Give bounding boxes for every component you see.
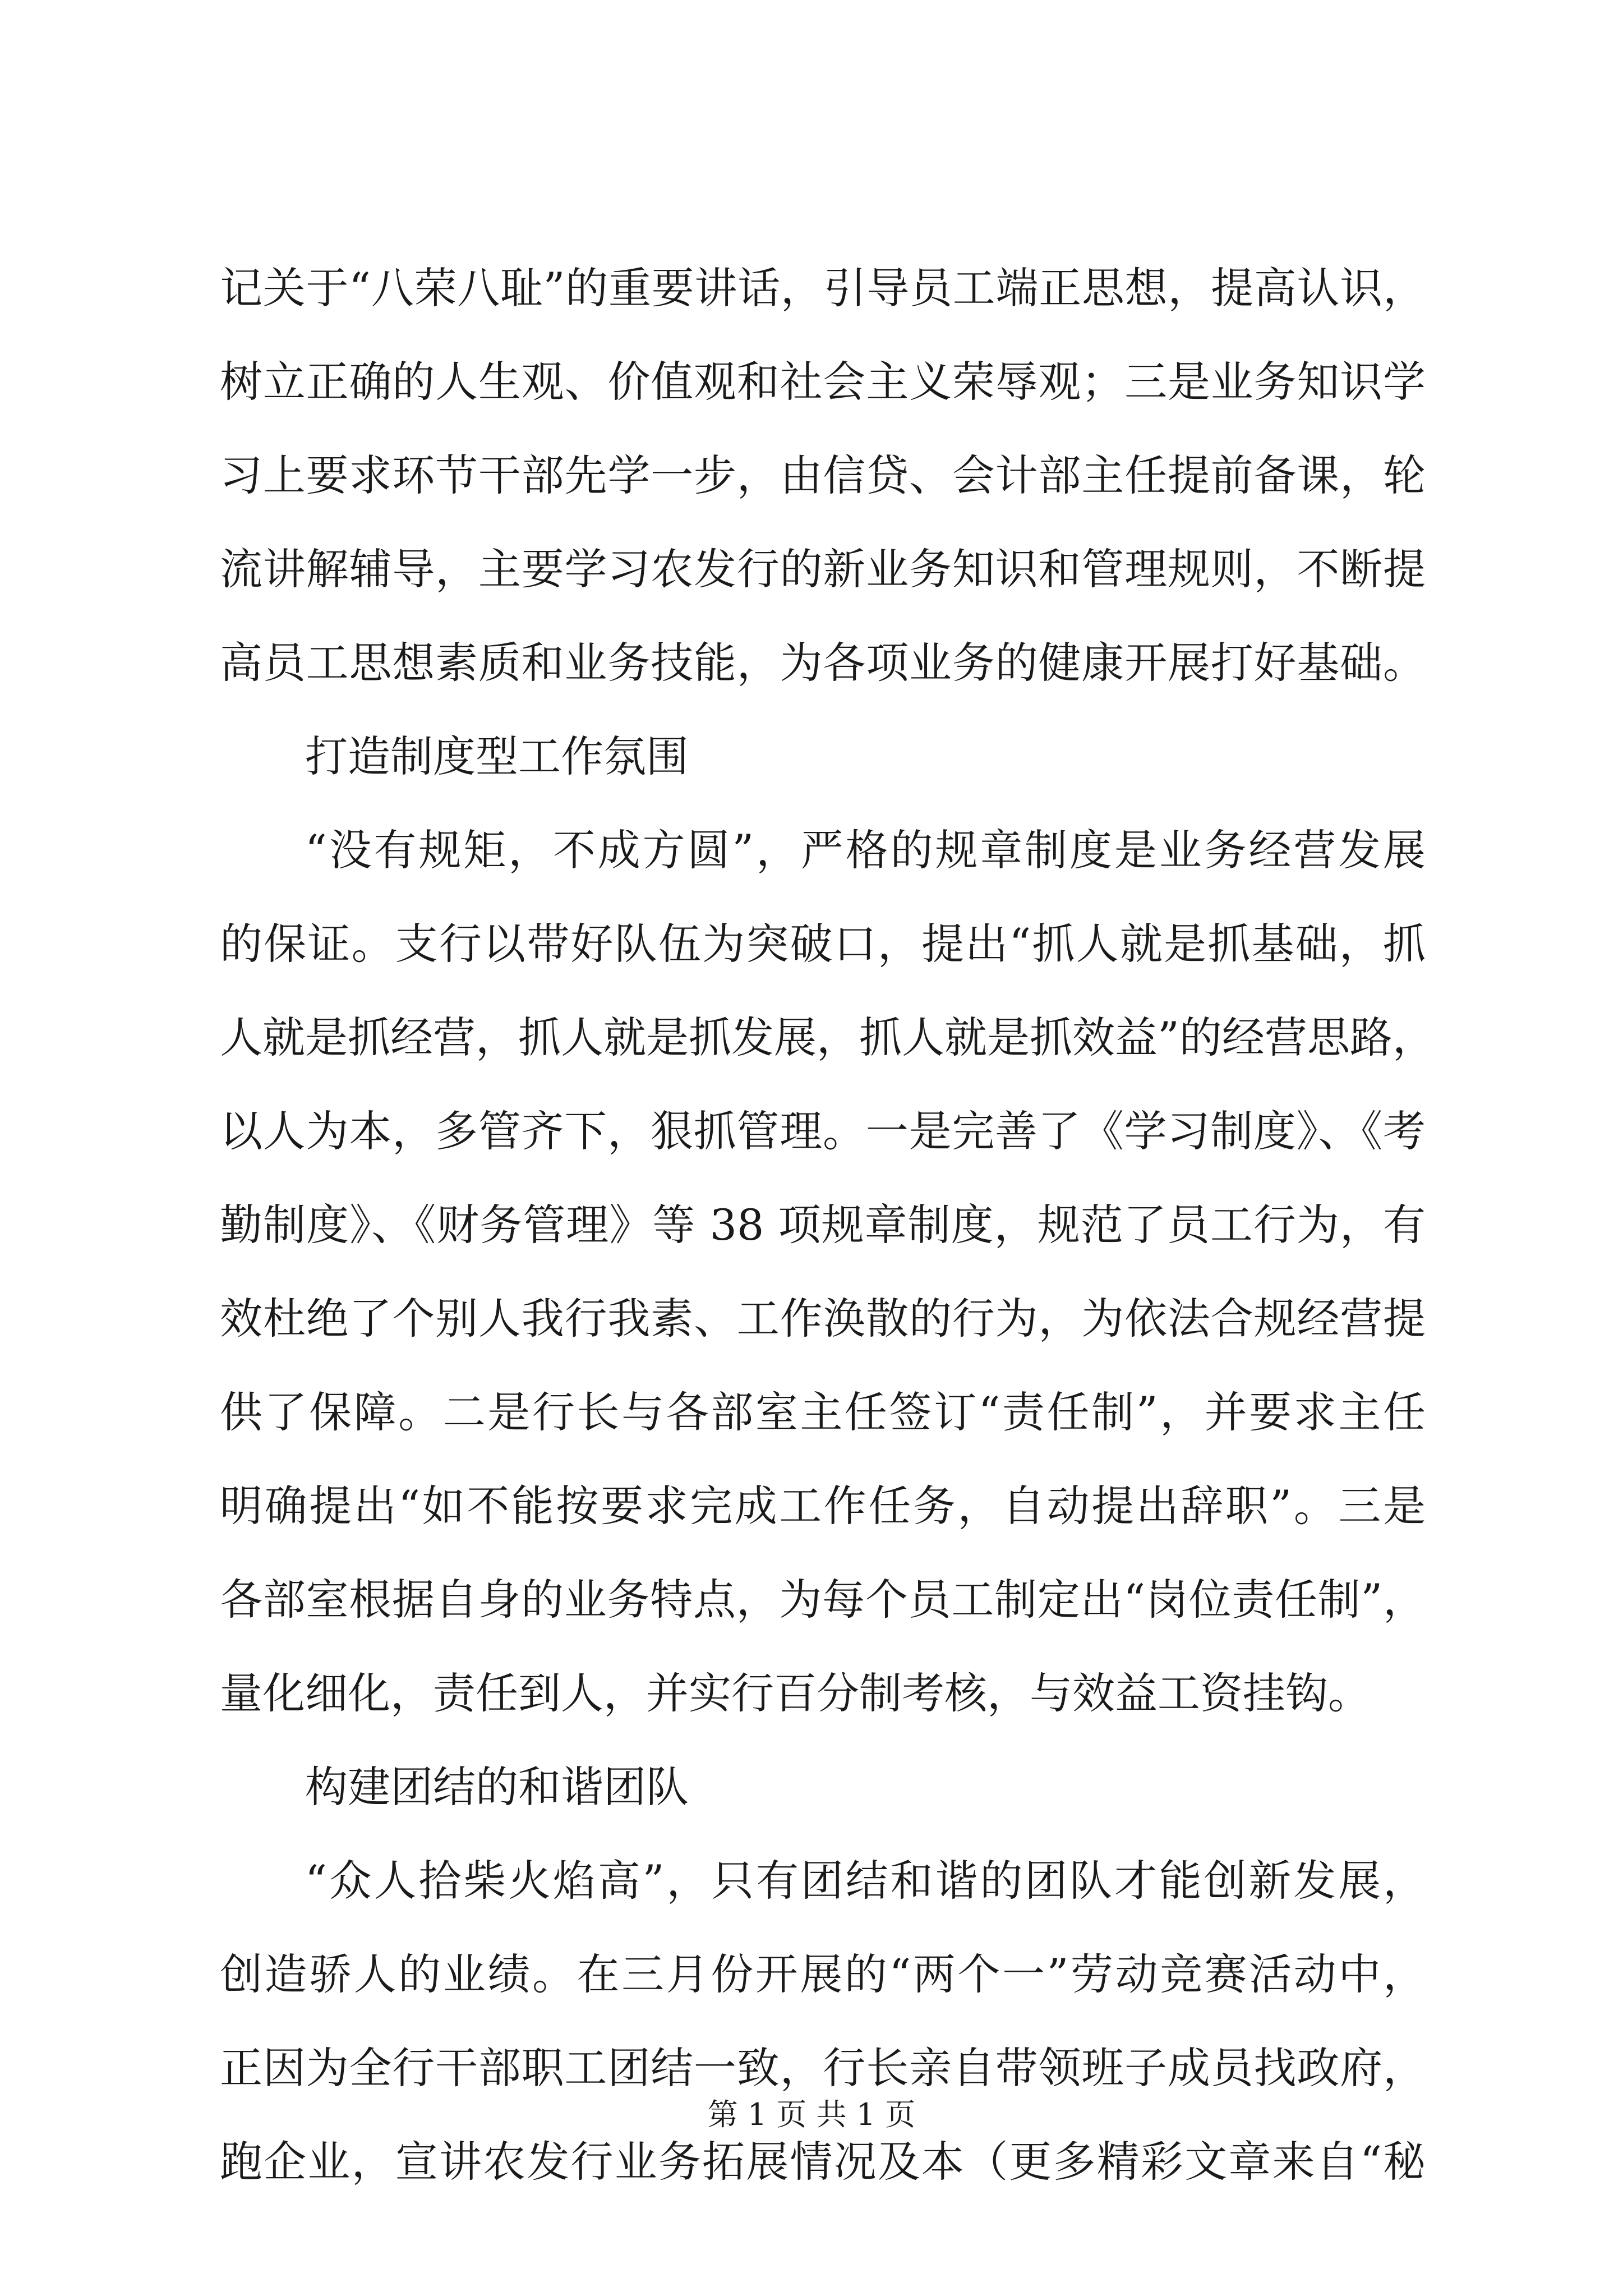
paragraph-line: 明确提出“如不能按要求完成工作任务，自动提出辞职”。三是 — [220, 1481, 1426, 1531]
paragraph-line: 效杜绝了个别人我行我素、工作涣散的行为，为依法合规经营提 — [220, 1294, 1426, 1343]
paragraph-line: 的保证。支行以带好队伍为突破口，提出“抓人就是抓基础，抓 — [220, 919, 1426, 969]
section-heading: 打造制度型工作氛围 — [305, 731, 689, 781]
paragraph-line: 勤制度》、《财务管理》等 38 项规章制度，规范了员工行为，有 — [220, 1200, 1426, 1250]
paragraph-line: 流讲解辅导，主要学习农发行的新业务知识和管理规则，不断提 — [220, 544, 1426, 594]
paragraph-line: 记关于“八荣八耻”的重要讲话，引导员工端正思想，提高认识， — [220, 263, 1426, 313]
paragraph-line: 以人为本，多管齐下，狠抓管理。一是完善了《学习制度》、《考 — [220, 1106, 1426, 1156]
page-footer: 第 1 页 共 1 页 — [707, 2097, 916, 2132]
section-heading: 构建团结的和谐团队 — [305, 1762, 689, 1812]
paragraph-line: “没有规矩，不成方圆”，严格的规章制度是业务经营发展 — [305, 825, 1426, 875]
paragraph-line: 创造骄人的业绩。在三月份开展的“两个一”劳动竞赛活动中， — [220, 1949, 1426, 1999]
paragraph-line: 高员工思想素质和业务技能，为各项业务的健康开展打好基础。 — [220, 638, 1426, 688]
paragraph-line: 人就是抓经营，抓人就是抓发展，抓人就是抓效益”的经营思路， — [220, 1013, 1435, 1062]
paragraph-line: 树立正确的人生观、价值观和社会主义荣辱观；三是业务知识学 — [220, 357, 1426, 407]
document-body — [220, 241, 1435, 2208]
paragraph-line: 各部室根据自身的业务特点，为每个员工制定出“岗位责任制”， — [220, 1575, 1426, 1625]
paragraph-line: 跑企业，宣讲农发行业务拓展情况及本（更多精彩文章来自“秘 — [220, 2137, 1426, 2187]
paragraph-line: 正因为全行干部职工团结一致，行长亲自带领班子成员找政府， — [220, 2043, 1426, 2093]
paragraph-line: “众人拾柴火焰高”，只有团结和谐的团队才能创新发展， — [305, 1856, 1426, 1906]
paragraph-line: 量化细化，责任到人，并实行百分制考核，与效益工资挂钩。 — [220, 1668, 1371, 1718]
paragraph-line: 供了保障。二是行长与各部室主任签订“责任制”，并要求主任 — [220, 1387, 1426, 1437]
paragraph-line: 习上要求环节干部先学一步，由信贷、会计部主任提前备课，轮 — [220, 450, 1426, 500]
